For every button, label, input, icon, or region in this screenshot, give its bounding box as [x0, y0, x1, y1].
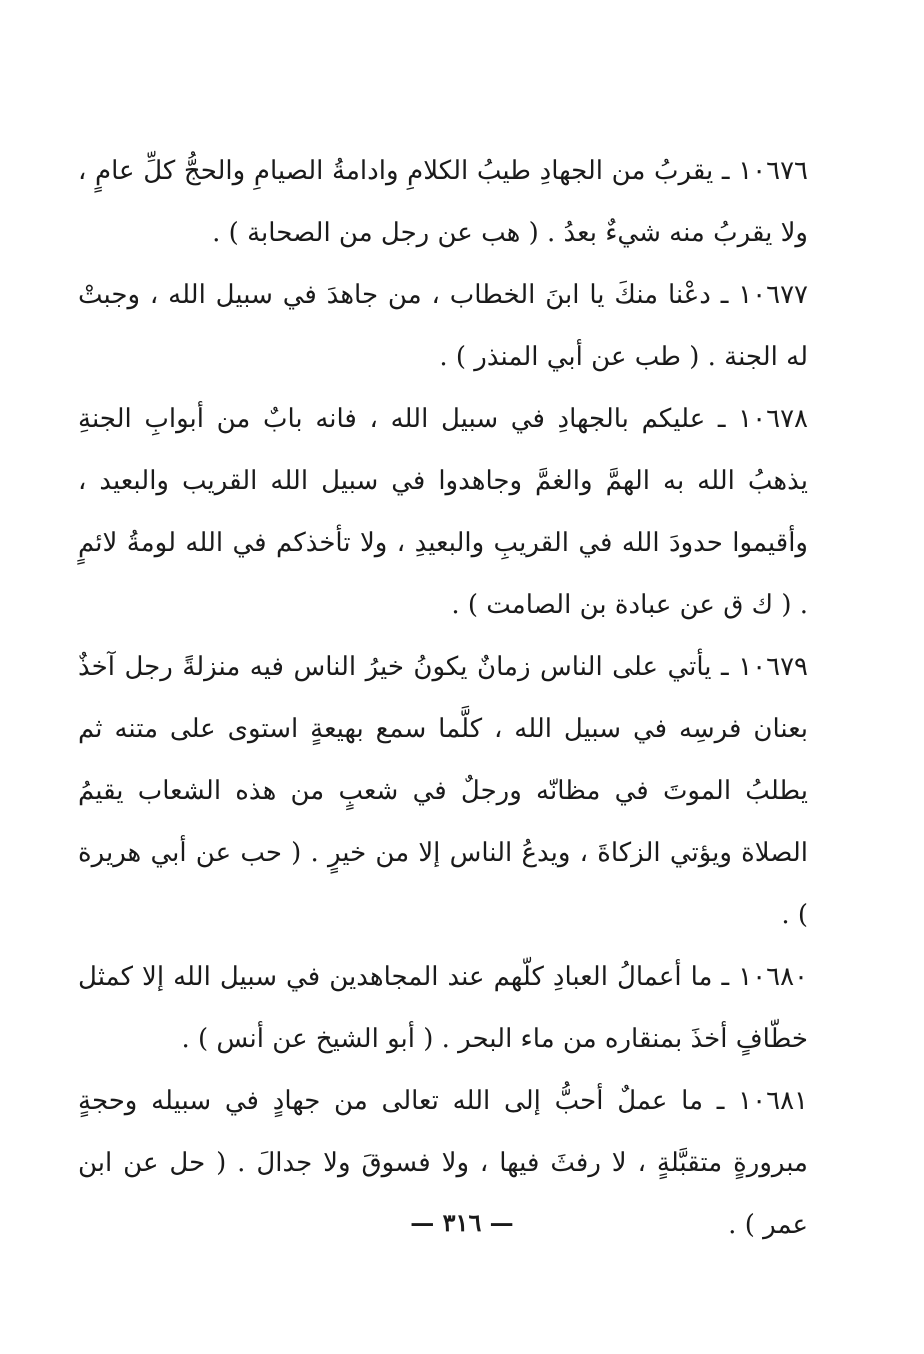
hadith-number: ١٠٦٧٧: [738, 280, 809, 310]
hadith-number: ١٠٦٨١: [738, 1086, 808, 1116]
hadith-entry: [78, 264, 808, 388]
page-number: — ٣١٦ —: [410, 1208, 514, 1237]
hadith-number: ١٠٦٧٩: [738, 652, 809, 682]
hadith-entry: [78, 946, 808, 1070]
hadith-text: ـ ما أعمالُ العبادِ كلّهم عند المجاهدين في سبيل الله إلا كمثل خطّافٍ أخذَ بمنقاره من ماء البحر . ( أبو الشيخ عن أنس ) .: [78, 962, 808, 1054]
hadith-text: ـ دعْنا منكَ يا ابنَ الخطاب ، من جاهدَ في سبيل الله ، وجبتْ له الجنة . ( طب عن أبي المنذر ) .: [78, 280, 808, 372]
hadith-text: ـ عليكم بالجهادِ في سبيل الله ، فانه بابٌ من أبوابِ الجنةِ يذهبُ الله به الهمَّ والغمَّ وجاهدوا في سبيل الله القريب والبعيد ، وأقيموا حدودَ الله في القريبِ والبعيدِ ، ولا تأخذكم في الله لومةُ لائمٍ . ( ك ق عن عبادة بن الصامت ) .: [78, 404, 808, 620]
hadith-entry: [78, 140, 808, 264]
hadith-text: ـ ما عملٌ أحبُّ إلى الله تعالى من جهادٍ في سبيله وحجةٍ مبرورةٍ متقبَّلةٍ ، لا رفثَ فيها ، ولا فسوقَ ولا جدالَ . ( حل عن ابن عمر ) .: [78, 1086, 808, 1240]
hadith-number: ١٠٦٨٠: [738, 962, 809, 992]
hadith-number: ١٠٦٧٦: [738, 156, 809, 186]
hadith-text-block: [78, 140, 808, 1256]
hadith-number: ١٠٦٧٨: [738, 404, 808, 434]
hadith-entry: [78, 636, 808, 946]
hadith-text: ـ يأتي على الناس زمانٌ يكونُ خيرُ الناس فيه منزلةً رجل آخذٌ بعنان فرسِه في سبيل الله ، كلَّما سمع بهيعةٍ استوى على متنه ثم يطلبُ الموتَ في مظانّه ورجلٌ في شعبٍ من هذه الشعاب يقيمُ الصلاة ويؤتي الزكاةَ ، ويدعُ الناس إلا من خيرٍ . ( حب عن أبي هريرة ) .: [78, 652, 808, 930]
hadith-entry: [78, 388, 808, 636]
hadith-text: ـ يقربُ من الجهادِ طيبُ الكلامِ وادامةُ الصيامِ والحجُّ كلِّ عامٍ ، ولا يقربُ منه شيءٌ بعدُ . ( هب عن رجل من الصحابة ) .: [78, 156, 808, 248]
